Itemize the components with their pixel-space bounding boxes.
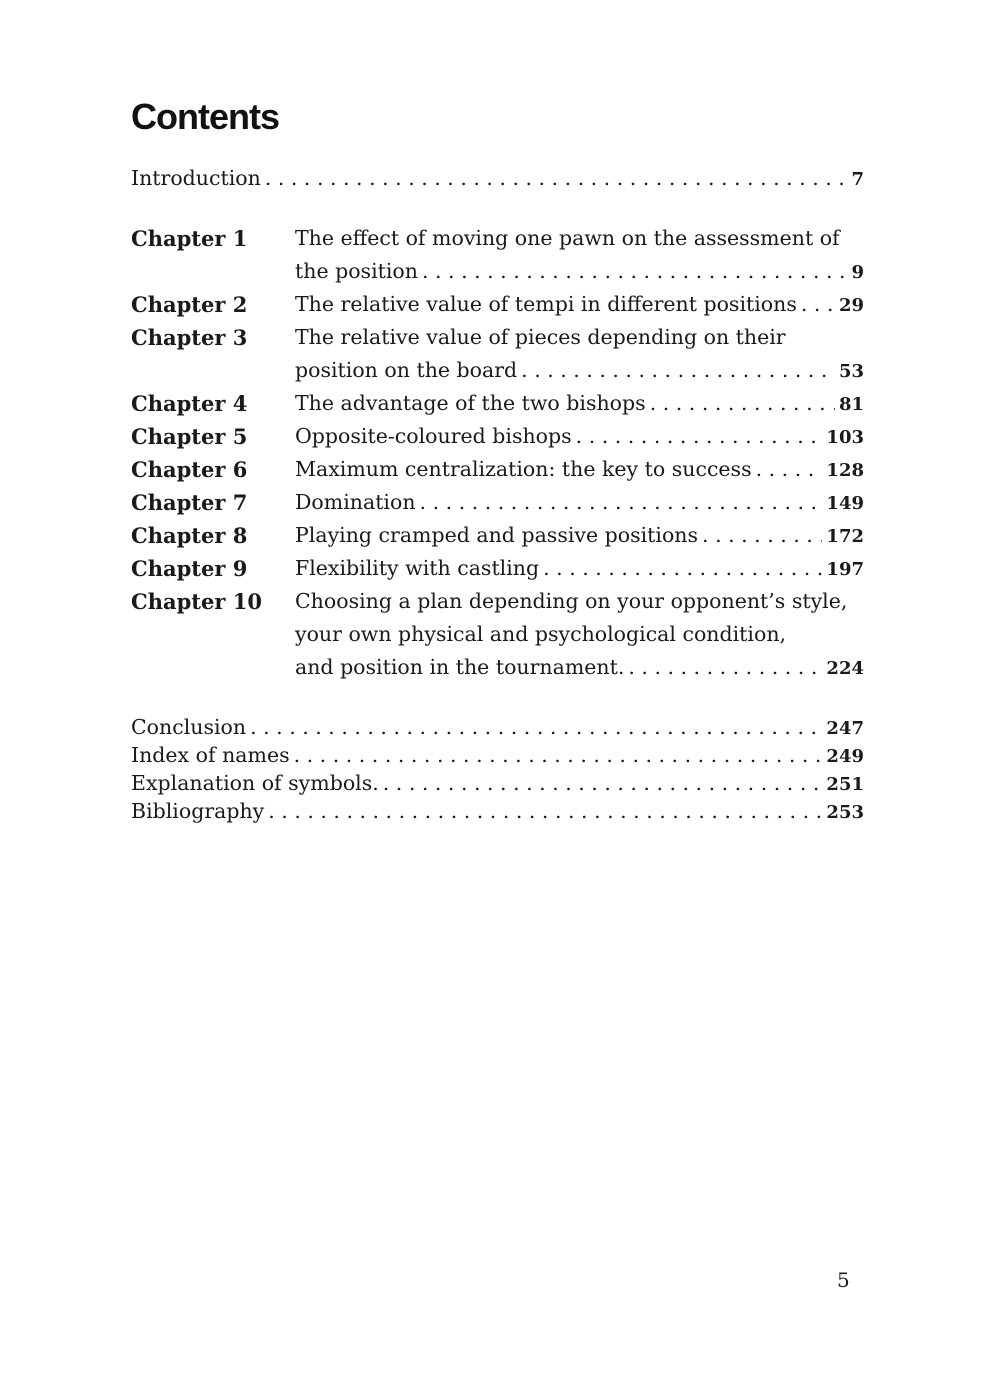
chapter-title	[295, 519, 864, 552]
dot-leader	[294, 741, 823, 769]
toc-entry-page: 253	[826, 802, 864, 823]
chapter-title-line: Choosing a plan depending on your opponent’s style,	[295, 589, 848, 613]
chapter-title-line	[295, 453, 864, 486]
chapter-title-line	[295, 651, 864, 684]
toc-chapter	[131, 453, 864, 486]
chapter-title-line	[295, 288, 864, 321]
chapter-title	[295, 453, 864, 486]
page-title: Contents	[131, 96, 279, 137]
chapter-title	[295, 585, 864, 684]
chapter-page: 53	[838, 361, 864, 382]
chapter-label: Chapter 5	[131, 424, 248, 449]
toc-entry	[131, 162, 864, 195]
dot-leader	[543, 552, 822, 585]
dot-leader	[383, 769, 823, 797]
chapter-title-text: the position	[295, 259, 418, 283]
chapter-label: Chapter 8	[131, 523, 248, 548]
chapter-title-line	[295, 354, 864, 387]
toc-chapter	[131, 552, 864, 585]
dot-leader	[801, 288, 835, 321]
chapter-title-text: and position in the tournament.	[295, 655, 625, 679]
chapter-title-text: Flexibility with castling	[295, 556, 540, 580]
chapter-page: 197	[826, 559, 864, 580]
toc-chapter	[131, 519, 864, 552]
chapter-title	[295, 552, 864, 585]
chapter-label: Chapter 9	[131, 556, 248, 581]
chapter-title-line	[295, 552, 864, 585]
chapter-page: 149	[826, 493, 864, 514]
chapter-title	[295, 486, 864, 519]
chapter-label: Chapter 1	[131, 226, 248, 251]
chapter-page: 81	[838, 394, 864, 415]
chapter-title	[295, 222, 864, 288]
chapter-label: Chapter 10	[131, 589, 262, 614]
chapter-title-line: The relative value of pieces depending on their	[295, 325, 786, 349]
toc-entry-label: Introduction	[131, 166, 261, 190]
dot-leader	[250, 713, 822, 741]
chapter-page: 103	[826, 427, 864, 448]
toc-chapter	[131, 585, 864, 684]
dot-leader	[268, 797, 822, 825]
dot-leader	[756, 453, 823, 486]
chapter-title-line	[295, 519, 864, 552]
chapter-title-text: Playing cramped and passive positions	[295, 523, 699, 547]
chapter-label: Chapter 2	[131, 292, 248, 317]
chapter-title-text: Opposite-coloured bishops	[295, 424, 572, 448]
chapter-title-line: your own physical and psychological condition,	[295, 622, 787, 646]
toc-entry-label: Explanation of symbols.	[131, 771, 379, 795]
toc-chapter	[131, 321, 864, 387]
toc-chapter	[131, 222, 864, 288]
chapter-title-text: position on the board	[295, 358, 518, 382]
toc-entry-label: Conclusion	[131, 715, 247, 739]
chapter-title-text: The relative value of tempi in different positions	[295, 292, 797, 316]
chapter-label: Chapter 7	[131, 490, 248, 515]
toc-backmatter	[131, 713, 864, 825]
toc-entry	[131, 713, 864, 741]
chapter-label: Chapter 3	[131, 325, 248, 350]
toc-entry	[131, 741, 864, 769]
dot-leader	[628, 651, 822, 684]
toc-chapter	[131, 288, 864, 321]
toc-entry-page: 7	[851, 169, 864, 190]
toc-entry	[131, 769, 864, 797]
toc-chapter	[131, 486, 864, 519]
chapter-page: 29	[838, 295, 864, 316]
chapter-title-line	[295, 387, 864, 420]
chapter-title-line	[295, 255, 864, 288]
dot-leader	[422, 255, 847, 288]
toc-entry-label: Index of names	[131, 743, 290, 767]
dot-leader	[650, 387, 835, 420]
dot-leader	[576, 420, 823, 453]
toc-entry	[131, 797, 864, 825]
chapter-title-line	[295, 486, 864, 519]
chapter-page: 9	[851, 262, 864, 283]
chapter-page: 224	[826, 658, 864, 679]
dot-leader	[702, 519, 822, 552]
chapter-title-line	[295, 420, 864, 453]
chapter-title-text: Maximum centralization: the key to success	[295, 457, 752, 481]
chapter-title	[295, 420, 864, 453]
chapter-title-text: The advantage of the two bishops	[295, 391, 646, 415]
toc-chapter	[131, 387, 864, 420]
chapter-label: Chapter 4	[131, 391, 248, 416]
page-number: 5	[837, 1268, 850, 1292]
dot-leader	[420, 486, 823, 519]
toc-entry-page: 249	[826, 746, 864, 767]
chapter-title	[295, 288, 864, 321]
chapter-title	[295, 321, 864, 387]
toc-entry-label: Bibliography	[131, 799, 265, 823]
chapter-title	[295, 387, 864, 420]
toc-entry-page: 251	[826, 774, 864, 795]
chapter-label: Chapter 6	[131, 457, 248, 482]
chapter-page: 172	[826, 526, 864, 547]
toc-chapters	[131, 222, 864, 684]
toc-introduction	[131, 162, 864, 195]
chapter-title-line: The effect of moving one pawn on the assessment of	[295, 226, 840, 250]
dot-leader	[265, 162, 848, 195]
toc-chapter	[131, 420, 864, 453]
dot-leader	[521, 354, 835, 387]
chapter-page: 128	[826, 460, 864, 481]
toc-entry-page: 247	[826, 718, 864, 739]
chapter-title-text: Domination	[295, 490, 416, 514]
